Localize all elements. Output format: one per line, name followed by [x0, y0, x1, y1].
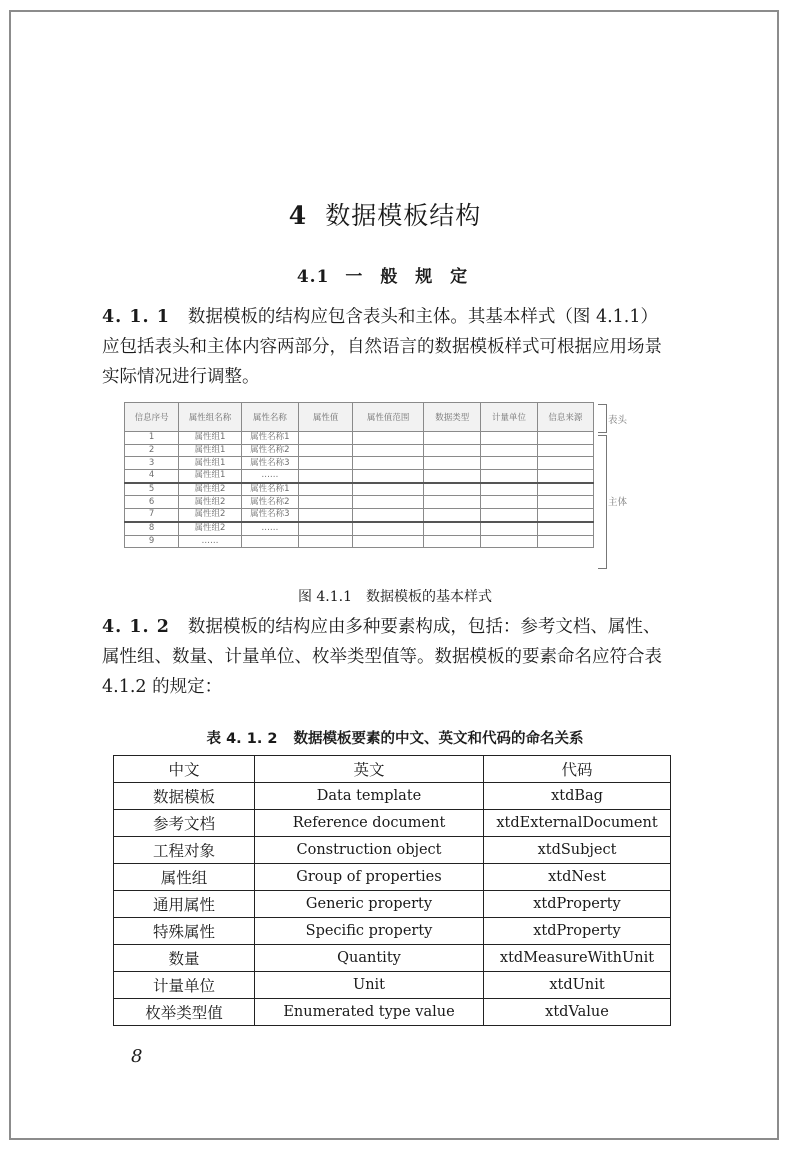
figure-row: [125, 470, 594, 483]
figure-cell: 属性名称2: [241, 496, 298, 509]
figure-header-cell: 属性名称: [241, 403, 298, 432]
figure-cell: [353, 470, 424, 483]
figure-cell: [424, 457, 481, 470]
cell-chinese: 参考文档: [114, 810, 255, 837]
cell-chinese: 属性组: [114, 864, 255, 891]
figure-cell: 4: [125, 470, 179, 483]
figure-row: [125, 457, 594, 470]
cell-code: xtdUnit: [484, 972, 671, 999]
figure-cell: 属性名称1: [241, 483, 298, 496]
cell-code: xtdNest: [484, 864, 671, 891]
figure-cell: [537, 444, 593, 457]
figure-cell: [481, 535, 537, 548]
cell-chinese: 工程对象: [114, 837, 255, 864]
figure-cell: [537, 496, 593, 509]
figure-cell: [481, 522, 537, 535]
figure-cell: [241, 535, 298, 548]
figure-cell: [481, 509, 537, 522]
chapter-number: 4: [288, 201, 308, 230]
figure-cell: 属性名称3: [241, 457, 298, 470]
figure-cell: [481, 483, 537, 496]
figure-cell: 6: [125, 496, 179, 509]
figure-cell: [424, 432, 481, 445]
figure-cell: 属性名称2: [241, 444, 298, 457]
figure-header-cell: 计量单位: [481, 403, 537, 432]
header-label: 表头: [608, 415, 628, 426]
figure-cell: [481, 496, 537, 509]
figure-cell: [299, 522, 353, 535]
figure-caption-number: 图 4.1.1: [297, 589, 353, 605]
figure-cell: [424, 444, 481, 457]
figure-caption-text: 数据模板的基本样式: [366, 589, 493, 605]
section-title: [0, 262, 770, 287]
clause-text: 数据模板的结构应包含表头和主体。其基本样式（图 4.1.1）应包括表头和主体内容两部分，自然语言的数据模板样式可根据应用场景实际情况进行调整。: [102, 307, 662, 387]
figure-row: [125, 535, 594, 548]
figure-cell: [537, 432, 593, 445]
figure-row: [125, 444, 594, 457]
figure-cell: 7: [125, 509, 179, 522]
figure-header-cell: 属性组名称: [179, 403, 242, 432]
cell-chinese: 枚举类型值: [114, 999, 255, 1026]
figure-cell: [537, 535, 593, 548]
figure-cell: [353, 522, 424, 535]
figure-cell: 属性名称3: [241, 509, 298, 522]
cell-english: Generic property: [255, 891, 484, 918]
chapter-title: [0, 196, 770, 232]
figure-cell: 属性组2: [179, 509, 242, 522]
figure-cell: ……: [241, 522, 298, 535]
figure-cell: [353, 444, 424, 457]
figure-header-cell: 信息序号: [125, 403, 179, 432]
figure-header-cell: 数据类型: [424, 403, 481, 432]
header-code: 代码: [484, 756, 671, 783]
figure-cell: 3: [125, 457, 179, 470]
figure-cell: 8: [125, 522, 179, 535]
cell-english: Specific property: [255, 918, 484, 945]
cell-chinese: 数据模板: [114, 783, 255, 810]
naming-table: [113, 755, 671, 1026]
figure-row: [125, 522, 594, 535]
table-row: [114, 864, 671, 891]
figure-cell: [353, 509, 424, 522]
cell-code: xtdProperty: [484, 891, 671, 918]
cell-english: Quantity: [255, 945, 484, 972]
chapter-title-text: 数据模板结构: [325, 201, 482, 230]
header-chinese: 中文: [114, 756, 255, 783]
body-label: 主体: [608, 497, 628, 508]
figure-cell: [299, 483, 353, 496]
figure-caption: [0, 586, 790, 606]
figure-header-cell: 属性值: [299, 403, 353, 432]
figure-cell: 2: [125, 444, 179, 457]
figure-cell: [353, 535, 424, 548]
figure-cell: ……: [179, 535, 242, 548]
section-number: 4.1: [296, 267, 330, 287]
cell-code: xtdBag: [484, 783, 671, 810]
figure-cell: ……: [241, 470, 298, 483]
clause-text: 数据模板的结构应由多种要素构成，包括：参考文档、属性、属性组、数量、计量单位、枚举类型值等。数据模板的要素命名应符合表 4.1.2 的规定：: [102, 617, 662, 697]
figure-cell: [537, 457, 593, 470]
header-bracket: [598, 404, 607, 433]
figure-cell: [299, 432, 353, 445]
figure-cell: 属性组1: [179, 432, 242, 445]
cell-english: Enumerated type value: [255, 999, 484, 1026]
figure-4-1-1: [124, 402, 684, 572]
cell-code: xtdExternalDocument: [484, 810, 671, 837]
table-row: [114, 999, 671, 1026]
figure-cell: 属性组2: [179, 522, 242, 535]
figure-cell: [481, 444, 537, 457]
figure-header-cell: 信息来源: [537, 403, 593, 432]
cell-english: Construction object: [255, 837, 484, 864]
clause-number: 4. 1. 1: [102, 307, 170, 327]
table-row: [114, 783, 671, 810]
cell-code: xtdMeasureWithUnit: [484, 945, 671, 972]
figure-cell: [299, 535, 353, 548]
figure-cell: 1: [125, 432, 179, 445]
cell-english: Data template: [255, 783, 484, 810]
figure-cell: [424, 483, 481, 496]
figure-cell: [353, 457, 424, 470]
cell-chinese: 计量单位: [114, 972, 255, 999]
figure-table: [124, 402, 594, 548]
table-row: [114, 945, 671, 972]
table-row: [114, 972, 671, 999]
cell-code: xtdSubject: [484, 837, 671, 864]
cell-code: xtdProperty: [484, 918, 671, 945]
figure-row: [125, 496, 594, 509]
figure-cell: [299, 457, 353, 470]
table-header-row: [114, 756, 671, 783]
figure-cell: [537, 483, 593, 496]
cell-english: Reference document: [255, 810, 484, 837]
figure-cell: 属性组1: [179, 470, 242, 483]
figure-cell: [353, 483, 424, 496]
table-row: [114, 837, 671, 864]
figure-cell: [481, 457, 537, 470]
figure-cell: [299, 496, 353, 509]
figure-cell: [299, 444, 353, 457]
figure-cell: [537, 522, 593, 535]
figure-cell: [299, 509, 353, 522]
figure-cell: [299, 470, 353, 483]
cell-code: xtdValue: [484, 999, 671, 1026]
figure-cell: 9: [125, 535, 179, 548]
clause-number: 4. 1. 2: [102, 617, 170, 637]
figure-cell: 属性组1: [179, 457, 242, 470]
figure-cell: [424, 496, 481, 509]
section-title-text: 一 般 规 定: [345, 267, 474, 287]
figure-cell: [537, 470, 593, 483]
figure-cell: [537, 509, 593, 522]
figure-header-cell: 属性值范围: [353, 403, 424, 432]
cell-english: Group of properties: [255, 864, 484, 891]
figure-cell: [481, 432, 537, 445]
clause-4-1-2: [102, 612, 662, 702]
figure-cell: 属性组2: [179, 483, 242, 496]
figure-cell: 5: [125, 483, 179, 496]
header-english: 英文: [255, 756, 484, 783]
figure-cell: [353, 432, 424, 445]
figure-cell: [424, 470, 481, 483]
table-caption-text: 数据模板要素的中文、英文和代码的命名关系: [293, 731, 584, 747]
cell-chinese: 数量: [114, 945, 255, 972]
figure-row: [125, 432, 594, 445]
cell-chinese: 通用属性: [114, 891, 255, 918]
figure-cell: [481, 470, 537, 483]
figure-cell: 属性组1: [179, 444, 242, 457]
figure-cell: [424, 509, 481, 522]
page-number: 8: [131, 1046, 143, 1067]
cell-chinese: 特殊属性: [114, 918, 255, 945]
figure-row: [125, 483, 594, 496]
figure-cell: [353, 496, 424, 509]
table-caption-number: 表 4. 1. 2: [206, 731, 278, 747]
clause-4-1-1: [102, 302, 662, 392]
figure-cell: 属性名称1: [241, 432, 298, 445]
figure-cell: [424, 522, 481, 535]
body-bracket: [598, 435, 607, 569]
table-caption: [0, 727, 790, 748]
figure-row: [125, 509, 594, 522]
figure-cell: [424, 535, 481, 548]
table-row: [114, 891, 671, 918]
table-row: [114, 918, 671, 945]
table-row: [114, 810, 671, 837]
cell-english: Unit: [255, 972, 484, 999]
figure-cell: 属性组2: [179, 496, 242, 509]
